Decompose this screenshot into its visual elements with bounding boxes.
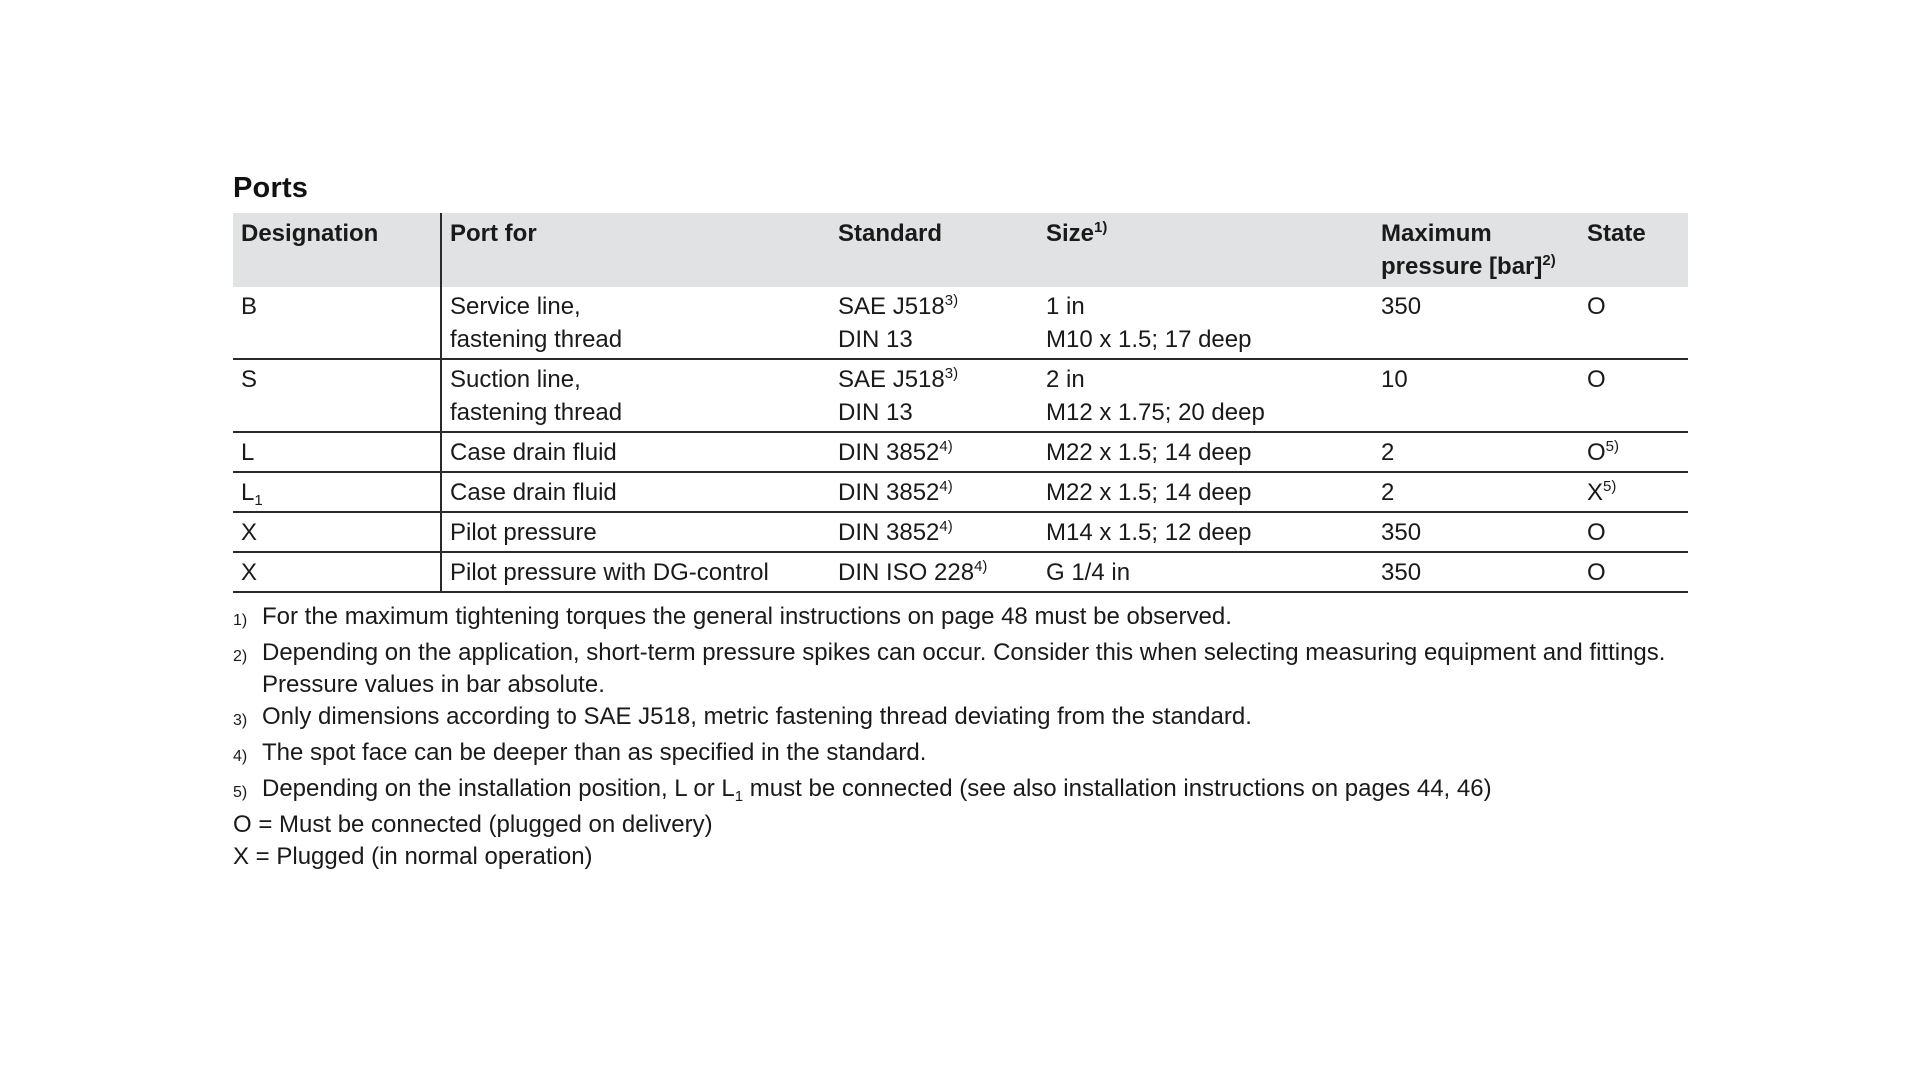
cell-state: O [1579,512,1688,552]
table-row [233,512,1688,552]
table-row [233,287,1688,359]
footnote-item [233,701,1688,737]
table-row [233,472,1688,512]
footnote-text: Depending on the application, short-term pressure spikes can occur. Consider this when selecting measuring equipment and fittings. Pressure values in bar absolute. [262,639,1666,698]
cell-port-for: Pilot pressure [441,512,830,552]
cell-max-pressure: 350 [1373,552,1579,592]
cell-size: M22 x 1.5; 14 deep [1038,432,1373,472]
header-size: Size$^{1)}$ [1038,213,1373,287]
cell-max-pressure: 350 [1373,512,1579,552]
cell-standard: DIN 3852$^{4)}$ [830,432,1038,472]
cell-size: M22 x 1.5; 14 deep [1038,472,1373,512]
footnote-item [233,637,1688,701]
cell-size: M14 x 1.5; 12 deep [1038,512,1373,552]
ports-table [233,213,1688,593]
cell-state: O [1579,552,1688,592]
footnote-number: 5) [233,784,248,801]
section-title: Ports [233,172,309,204]
header-size-note: 1) [1094,219,1108,236]
cell-max-pressure: 2 [1373,472,1579,512]
cell-port-for: Service line, fastening thread [441,287,830,359]
cell-port-for: Pilot pressure with DG-control [441,552,830,592]
footnote-text: Depending on the installation position, L or $L_1$ must be connected (see also installation instructions on pages 44, 46) [262,775,1492,805]
footnote-item [233,737,1688,773]
cell-designation: X [233,552,441,592]
footnote-text: Only dimensions according to SAE J518, metric fastening thread deviating from the standard. [262,703,1252,730]
table-row [233,552,1688,592]
table-header-row [233,213,1688,287]
ports-section [233,172,1688,873]
cell-max-pressure: 10 [1373,359,1579,432]
footnote-text: The spot face can be deeper than as specified in the standard. [262,739,927,766]
cell-state: $X^{5)}$ [1579,472,1688,512]
cell-standard: SAE J518$^{3)}$ DIN 13 [830,287,1038,359]
cell-size: 1 in M10 x 1.5; 17 deep [1038,287,1373,359]
cell-designation: S [233,359,441,432]
cell-standard: DIN ISO 228$^{4)}$ [830,552,1038,592]
legend-item: O = Must be connected (plugged on delivery) [233,811,713,838]
header-port-for: Port for [441,213,830,287]
header-max-pressure-note: 2) [1542,252,1556,269]
cell-standard: DIN 3852$^{4)}$ [830,512,1038,552]
cell-size: G 1/4 in [1038,552,1373,592]
footnote-item [233,601,1688,637]
header-designation: Designation [233,213,441,287]
cell-state: $O^{5)}$ [1579,432,1688,472]
footnotes [233,601,1688,873]
cell-designation: L [233,432,441,472]
cell-state: O [1579,287,1688,359]
cell-size: 2 in M12 x 1.75; 20 deep [1038,359,1373,432]
header-state: State [1579,213,1688,287]
footnote-number: 1) [233,612,248,629]
footnote-number: 4) [233,748,248,765]
cell-max-pressure: 350 [1373,287,1579,359]
header-standard: Standard [830,213,1038,287]
cell-designation: B [233,287,441,359]
legend-item: X = Plugged (in normal operation) [233,843,593,870]
footnote-text: For the maximum tightening torques the general instructions on page 48 must be observed. [262,603,1232,630]
header-max-pressure: Maximum pressure [bar]$^{2)}$ [1373,213,1579,287]
cell-standard: SAE J518$^{3)}$ DIN 13 [830,359,1038,432]
table-row [233,359,1688,432]
cell-port-for: Case drain fluid [441,472,830,512]
footnote-number: 3) [233,712,248,729]
cell-state: O [1579,359,1688,432]
cell-port-for: Suction line, fastening thread [441,359,830,432]
footnote-item [233,773,1688,809]
cell-max-pressure: 2 [1373,432,1579,472]
cell-standard: DIN 3852$^{4)}$ [830,472,1038,512]
cell-designation: X [233,512,441,552]
cell-port-for: Case drain fluid [441,432,830,472]
table-row [233,432,1688,472]
cell-designation: $L_1$ [233,472,441,512]
footnote-number: 2) [233,648,248,665]
